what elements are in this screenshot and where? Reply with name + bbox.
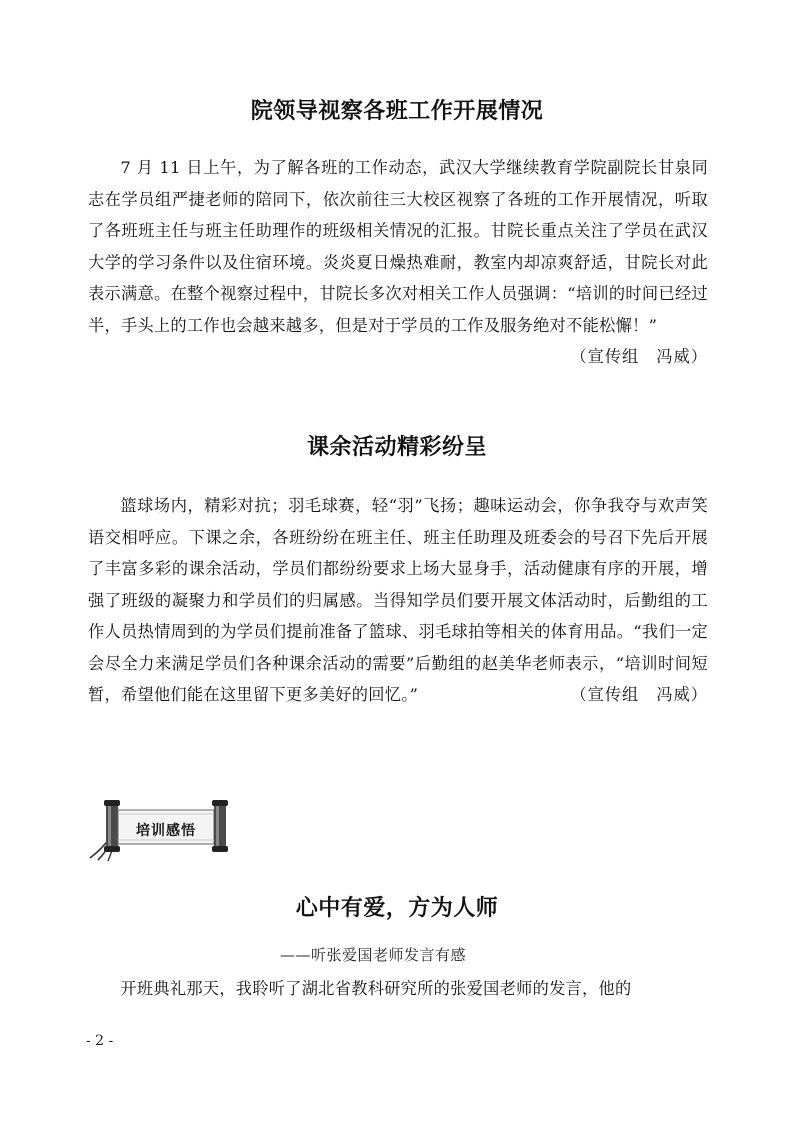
section-badge-label: 培训感悟 [136, 823, 196, 839]
article-subtitle: ——听张爱国老师发言有感 [280, 946, 467, 964]
page-number: - 2 - [86, 1033, 114, 1049]
article-body-text: 开班典礼那天，我聆听了湖北省教科研究所的张爱国老师的发言，他的 [120, 979, 632, 998]
article-body-text: 篮球场内，精彩对抗；羽毛球赛，轻“羽”飞扬；趣味运动会，你争我夺与欢声笑语交相呼应。下课之余，各班纷纷在班主任、班主任助理及班委会的号召下先后开展了丰富多彩的课余活动，学员们都纷纷要求上场大显身手，活动健康有序的开展，增强了班级的凝聚力和学员们的归属感。当得知学员们要开展文体活动时，后勤组的工作人员热情周到的为学员们提前准备了篮球、羽毛球拍等相关的体育用品。“我们一定会尽全力来满足学员们各种课余活动的需要”后勤组的赵美华老师表示，“培训时间短暂，希望他们能在这里留下更多美好的回忆。” [88, 496, 708, 704]
article-title: 心中有爱，方为人师 [295, 896, 499, 921]
article-credit: （宣传组 冯威） [570, 347, 708, 366]
article-title: 课余活动精彩纷呈 [306, 435, 487, 460]
article-title: 院领导视察各班工作开展情况 [250, 99, 544, 124]
article-body [88, 973, 708, 1005]
article-credit: （宣传组 冯威） [570, 685, 708, 704]
article-body [88, 490, 708, 711]
article-body-text: 7 月 11 日上午，为了解各班的工作动态，武汉大学继续教育学院副院长甘泉同志在学员组严捷老师的陪同下，依次前往三大校区视察了各班的工作开展情况，听取了各班班主任与班主任助理作的班级相关情况的汇报。甘院长重点关注了学员在武汉大学的学习条件以及住宿环境。炎炎夏日燥热难耐，教室内却凉爽舒适，甘院长对此表示满意。在整个视察过程中，甘院长多次对相关工作人员强调：“培训的时间已经过半，手头上的工作也会越来越多，但是对于学员的工作及服务绝对不能松懈！” [88, 158, 708, 335]
article-body [88, 152, 708, 373]
section-badge [86, 798, 228, 862]
